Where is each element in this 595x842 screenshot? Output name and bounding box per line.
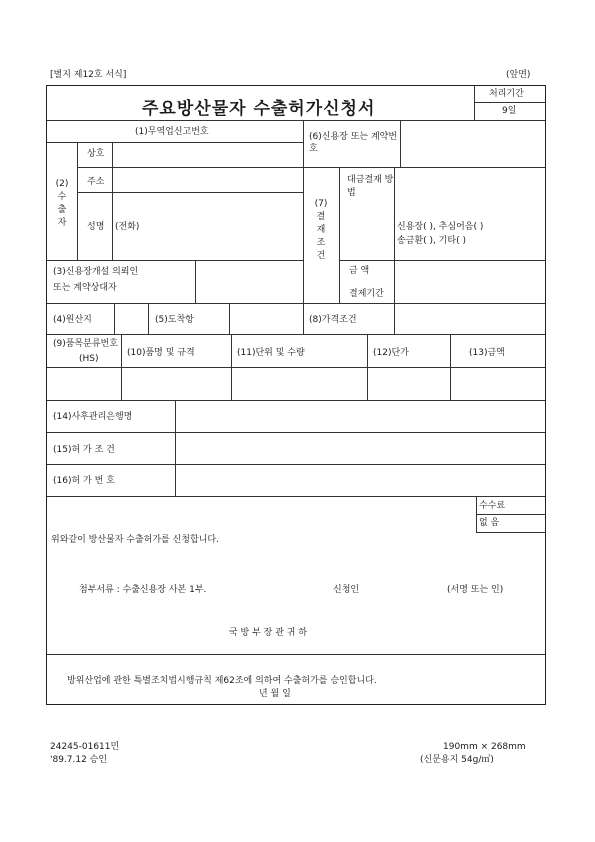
fee-label: 수수료 bbox=[479, 501, 506, 511]
lc-contract-label: (6)신용장 또는 계약번호 bbox=[309, 132, 398, 154]
form-number: [별지 제12호 서식] bbox=[50, 70, 127, 80]
hs-code-label-1: (9)품목분류번호 bbox=[53, 339, 118, 349]
permit-number-label: (16)허 가 번 호 bbox=[53, 476, 115, 486]
form-code: 24245-01611민 bbox=[50, 742, 120, 752]
unit-price-label: (12)단가 bbox=[373, 348, 409, 358]
fee-value: 없 음 bbox=[479, 518, 500, 528]
payment-method-label: 대금결재 방 법 bbox=[347, 175, 394, 198]
applicant-label: 신청인 bbox=[333, 585, 360, 595]
paper-size: 190mm × 268mm bbox=[443, 742, 526, 752]
bank-label: (14)사후관리은행명 bbox=[53, 412, 133, 422]
approval-text: 방위산업에 관한 특별조치법시행규칙 제62조에 의하여 수출허가를 승인합니다. bbox=[67, 676, 377, 686]
company-label: 상호 bbox=[87, 149, 105, 159]
lc-applicant-line1: (3)신용장개설 의뢰인 bbox=[53, 267, 139, 277]
destination-port-label: (5)도착항 bbox=[155, 315, 194, 325]
total-amount-label: (13)금액 bbox=[469, 348, 505, 358]
attachment-text: 첨부서류 : 수출신용장 사본 1부. bbox=[79, 585, 207, 595]
hs-code-label-2: (HS) bbox=[79, 354, 99, 364]
trade-registration-label: (1)무역업신고번호 bbox=[135, 127, 209, 137]
statement-text: 위와같이 방산물자 수출허가를 신청합니다. bbox=[51, 535, 219, 545]
payment-options-2: 송금환( ), 기타( ) bbox=[397, 236, 466, 246]
payment-period-label: 결제기간 bbox=[349, 289, 384, 299]
approval-date: 년 월 일 bbox=[259, 689, 291, 699]
form-title: 주요방산물자 수출허가신청서 bbox=[142, 99, 376, 119]
address-label: 주소 bbox=[87, 177, 105, 187]
price-terms-label: (8)가격조건 bbox=[309, 315, 357, 325]
phone-label: (전화) bbox=[115, 222, 140, 232]
payment-options-1: 신용장( ), 추심어음( ) bbox=[397, 222, 484, 232]
approval-date-footer: '89.7.12 승인 bbox=[50, 755, 108, 765]
origin-label: (4)원산지 bbox=[53, 315, 92, 325]
unit-quantity-label: (11)단위 및 수량 bbox=[237, 348, 305, 358]
signature-label: (서명 또는 인) bbox=[447, 585, 504, 595]
processing-period-value: 9일 bbox=[502, 106, 517, 116]
permit-conditions-label: (15)허 가 조 건 bbox=[53, 445, 115, 455]
recipient-text: 국 방 부 장 관 귀 하 bbox=[229, 628, 308, 638]
amount-label: 금 액 bbox=[349, 266, 370, 276]
page-side: (앞면) bbox=[506, 70, 531, 80]
name-label: 성명 bbox=[87, 222, 105, 232]
processing-period-label: 처리기간 bbox=[489, 89, 524, 99]
application-form bbox=[46, 85, 546, 705]
paper-type: (신문용지 54g/㎡) bbox=[420, 755, 494, 765]
exporter-label: (2) 수 출 자 bbox=[55, 179, 69, 228]
item-spec-label: (10)품명 및 규격 bbox=[127, 348, 195, 358]
payment-terms-label: (7) 결 재 조 건 bbox=[314, 199, 328, 261]
lc-applicant-line2: 또는 계약상대자 bbox=[53, 283, 117, 293]
